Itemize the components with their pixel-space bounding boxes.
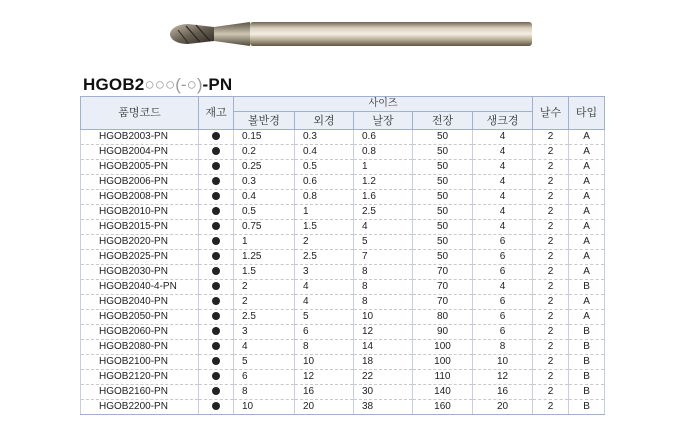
flutes-cell: 2: [533, 190, 569, 205]
table-row: [81, 220, 605, 235]
shank-diameter-cell: 6: [473, 310, 533, 325]
in-stock-dot-icon: [212, 312, 220, 320]
type-cell: A: [569, 145, 605, 160]
flute-length-cell: 7: [354, 250, 413, 265]
flute-length-cell: 1: [354, 160, 413, 175]
ball-radius-cell: 2: [234, 295, 295, 310]
flutes-cell: 2: [533, 220, 569, 235]
stock-indicator-cell: [199, 370, 234, 385]
flutes-cell: 2: [533, 400, 569, 415]
ball-radius-cell: 4: [234, 340, 295, 355]
shank-diameter-cell: 16: [473, 385, 533, 400]
overall-length-cell: 70: [413, 265, 473, 280]
ball-radius-cell: 0.25: [234, 160, 295, 175]
type-cell: B: [569, 385, 605, 400]
header-size-group: 사이즈: [234, 97, 533, 112]
flute-length-cell: 8: [354, 280, 413, 295]
flutes-cell: 2: [533, 205, 569, 220]
overall-length-cell: 50: [413, 235, 473, 250]
stock-indicator-cell: [199, 280, 234, 295]
table-row: [81, 235, 605, 250]
overall-length-cell: 50: [413, 145, 473, 160]
product-code-cell: HGOB2025-PN: [81, 250, 199, 265]
overall-length-cell: 50: [413, 220, 473, 235]
in-stock-dot-icon: [212, 132, 220, 140]
type-cell: A: [569, 160, 605, 175]
type-cell: A: [569, 130, 605, 145]
product-code-cell: HGOB2006-PN: [81, 175, 199, 190]
flutes-cell: 2: [533, 280, 569, 295]
in-stock-dot-icon: [212, 357, 220, 365]
ball-radius-cell: 6: [234, 370, 295, 385]
table-row: [81, 160, 605, 175]
product-code-cell: HGOB2004-PN: [81, 145, 199, 160]
overall-length-cell: 70: [413, 295, 473, 310]
stock-indicator-cell: [199, 175, 234, 190]
title-suffix: -PN: [202, 75, 233, 94]
type-cell: B: [569, 370, 605, 385]
outer-diameter-cell: 0.5: [295, 160, 354, 175]
type-cell: A: [569, 205, 605, 220]
type-cell: B: [569, 355, 605, 370]
outer-diameter-cell: 8: [295, 340, 354, 355]
table-row: [81, 205, 605, 220]
shank-diameter-cell: 6: [473, 265, 533, 280]
ball-radius-cell: 2.5: [234, 310, 295, 325]
shank-diameter-cell: 4: [473, 205, 533, 220]
title-main: HGOB2: [83, 75, 145, 94]
in-stock-dot-icon: [212, 387, 220, 395]
overall-length-cell: 70: [413, 280, 473, 295]
in-stock-dot-icon: [212, 267, 220, 275]
flute-length-cell: 5: [354, 235, 413, 250]
ball-radius-cell: 10: [234, 400, 295, 415]
table-row: [81, 355, 605, 370]
flute-length-cell: 18: [354, 355, 413, 370]
in-stock-dot-icon: [212, 402, 220, 410]
flutes-cell: 2: [533, 250, 569, 265]
ball-radius-cell: 0.3: [234, 175, 295, 190]
product-code-cell: HGOB2100-PN: [81, 355, 199, 370]
in-stock-dot-icon: [212, 297, 220, 305]
header-shank-diameter: 생크경: [473, 112, 533, 130]
type-cell: A: [569, 250, 605, 265]
shank-diameter-cell: 4: [473, 175, 533, 190]
stock-indicator-cell: [199, 325, 234, 340]
spec-table-body: [81, 130, 605, 415]
ball-radius-cell: 0.75: [234, 220, 295, 235]
stock-indicator-cell: [199, 145, 234, 160]
type-cell: A: [569, 265, 605, 280]
flute-length-cell: 1.6: [354, 190, 413, 205]
type-cell: A: [569, 190, 605, 205]
overall-length-cell: 100: [413, 355, 473, 370]
table-row: [81, 190, 605, 205]
in-stock-dot-icon: [212, 147, 220, 155]
overall-length-cell: 50: [413, 160, 473, 175]
stock-indicator-cell: [199, 250, 234, 265]
type-cell: A: [569, 175, 605, 190]
flutes-cell: 2: [533, 295, 569, 310]
in-stock-dot-icon: [212, 252, 220, 260]
overall-length-cell: 80: [413, 310, 473, 325]
table-row: [81, 400, 605, 415]
flute-length-cell: 38: [354, 400, 413, 415]
table-row: [81, 340, 605, 355]
product-code-cell: HGOB2005-PN: [81, 160, 199, 175]
flute-length-cell: 14: [354, 340, 413, 355]
ball-radius-cell: 0.2: [234, 145, 295, 160]
type-cell: B: [569, 340, 605, 355]
flute-length-cell: 0.6: [354, 130, 413, 145]
flute-length-cell: 8: [354, 295, 413, 310]
product-code-cell: HGOB2040-PN: [81, 295, 199, 310]
outer-diameter-cell: 20: [295, 400, 354, 415]
table-row: [81, 250, 605, 265]
ball-radius-cell: 3: [234, 325, 295, 340]
stock-indicator-cell: [199, 160, 234, 175]
product-code-cell: HGOB2010-PN: [81, 205, 199, 220]
outer-diameter-cell: 16: [295, 385, 354, 400]
ball-radius-cell: 0.15: [234, 130, 295, 145]
flute-length-cell: 12: [354, 325, 413, 340]
type-cell: B: [569, 325, 605, 340]
outer-diameter-cell: 0.8: [295, 190, 354, 205]
flutes-cell: 2: [533, 370, 569, 385]
shank-diameter-cell: 10: [473, 355, 533, 370]
stock-indicator-cell: [199, 295, 234, 310]
flutes-cell: 2: [533, 265, 569, 280]
stock-indicator-cell: [199, 220, 234, 235]
type-cell: B: [569, 400, 605, 415]
flutes-cell: 2: [533, 385, 569, 400]
header-overall-length: 전장: [413, 112, 473, 130]
table-row: [81, 295, 605, 310]
flute-length-cell: 30: [354, 385, 413, 400]
header-flute-length: 날장: [354, 112, 413, 130]
flute-length-cell: 1.2: [354, 175, 413, 190]
stock-indicator-cell: [199, 235, 234, 250]
flutes-cell: 2: [533, 130, 569, 145]
in-stock-dot-icon: [212, 237, 220, 245]
overall-length-cell: 90: [413, 325, 473, 340]
overall-length-cell: 50: [413, 250, 473, 265]
shank-diameter-cell: 8: [473, 340, 533, 355]
spec-table: [80, 96, 605, 415]
shank-diameter-cell: 4: [473, 160, 533, 175]
stock-indicator-cell: [199, 400, 234, 415]
flute-length-cell: 4: [354, 220, 413, 235]
ball-radius-cell: 0.4: [234, 190, 295, 205]
shank-diameter-cell: 20: [473, 400, 533, 415]
overall-length-cell: 100: [413, 340, 473, 355]
product-series-title: [83, 75, 232, 95]
flutes-cell: 2: [533, 355, 569, 370]
tool-neck: [214, 22, 250, 46]
in-stock-dot-icon: [212, 222, 220, 230]
product-code-cell: HGOB2050-PN: [81, 310, 199, 325]
tool-ball-head: [170, 24, 214, 44]
flute-length-cell: 10: [354, 310, 413, 325]
header-ball-radius: 볼반경: [234, 112, 295, 130]
stock-indicator-cell: [199, 190, 234, 205]
outer-diameter-cell: 12: [295, 370, 354, 385]
flute-length-cell: 22: [354, 370, 413, 385]
header-stock: 재고: [199, 97, 234, 130]
outer-diameter-cell: 0.4: [295, 145, 354, 160]
in-stock-dot-icon: [212, 342, 220, 350]
outer-diameter-cell: 2.5: [295, 250, 354, 265]
header-product-code: 품명코드: [81, 97, 199, 130]
ball-radius-cell: 5: [234, 355, 295, 370]
in-stock-dot-icon: [212, 327, 220, 335]
stock-indicator-cell: [199, 265, 234, 280]
outer-diameter-cell: 4: [295, 295, 354, 310]
table-row: [81, 175, 605, 190]
stock-indicator-cell: [199, 355, 234, 370]
shank-diameter-cell: 4: [473, 130, 533, 145]
flute-length-cell: 8: [354, 265, 413, 280]
overall-length-cell: 50: [413, 190, 473, 205]
header-type: 타입: [569, 97, 605, 130]
in-stock-dot-icon: [212, 177, 220, 185]
table-row: [81, 325, 605, 340]
ball-radius-cell: 1.5: [234, 265, 295, 280]
tool-shank: [250, 22, 532, 46]
ball-radius-cell: 8: [234, 385, 295, 400]
overall-length-cell: 110: [413, 370, 473, 385]
title-placeholder: ○○○(-○): [144, 75, 203, 94]
in-stock-dot-icon: [212, 282, 220, 290]
table-row: [81, 145, 605, 160]
shank-diameter-cell: 4: [473, 190, 533, 205]
table-row: [81, 265, 605, 280]
shank-diameter-cell: 6: [473, 325, 533, 340]
in-stock-dot-icon: [212, 192, 220, 200]
in-stock-dot-icon: [212, 372, 220, 380]
product-code-cell: HGOB2030-PN: [81, 265, 199, 280]
shank-diameter-cell: 6: [473, 235, 533, 250]
type-cell: A: [569, 295, 605, 310]
flute-length-cell: 2.5: [354, 205, 413, 220]
type-cell: A: [569, 220, 605, 235]
type-cell: A: [569, 310, 605, 325]
ball-radius-cell: 0.5: [234, 205, 295, 220]
stock-indicator-cell: [199, 130, 234, 145]
outer-diameter-cell: 0.6: [295, 175, 354, 190]
product-code-cell: HGOB2040-4-PN: [81, 280, 199, 295]
in-stock-dot-icon: [212, 162, 220, 170]
outer-diameter-cell: 4: [295, 280, 354, 295]
product-code-cell: HGOB2120-PN: [81, 370, 199, 385]
stock-indicator-cell: [199, 205, 234, 220]
flutes-cell: 2: [533, 175, 569, 190]
shank-diameter-cell: 4: [473, 145, 533, 160]
table-row: [81, 130, 605, 145]
ball-radius-cell: 1: [234, 235, 295, 250]
overall-length-cell: 50: [413, 205, 473, 220]
ball-radius-cell: 2: [234, 280, 295, 295]
shank-diameter-cell: 6: [473, 295, 533, 310]
stock-indicator-cell: [199, 340, 234, 355]
shank-diameter-cell: 6: [473, 250, 533, 265]
type-cell: B: [569, 280, 605, 295]
product-code-cell: HGOB2003-PN: [81, 130, 199, 145]
outer-diameter-cell: 0.3: [295, 130, 354, 145]
stock-indicator-cell: [199, 385, 234, 400]
product-code-cell: HGOB2160-PN: [81, 385, 199, 400]
product-code-cell: HGOB2020-PN: [81, 235, 199, 250]
product-code-cell: HGOB2008-PN: [81, 190, 199, 205]
ball-radius-cell: 1.25: [234, 250, 295, 265]
flutes-cell: 2: [533, 325, 569, 340]
flutes-cell: 2: [533, 145, 569, 160]
flutes-cell: 2: [533, 235, 569, 250]
flutes-cell: 2: [533, 340, 569, 355]
outer-diameter-cell: 6: [295, 325, 354, 340]
product-code-cell: HGOB2060-PN: [81, 325, 199, 340]
header-outer-diameter: 외경: [295, 112, 354, 130]
table-row: [81, 370, 605, 385]
flute-length-cell: 0.8: [354, 145, 413, 160]
outer-diameter-cell: 3: [295, 265, 354, 280]
outer-diameter-cell: 2: [295, 235, 354, 250]
product-code-cell: HGOB2200-PN: [81, 400, 199, 415]
overall-length-cell: 50: [413, 175, 473, 190]
product-code-cell: HGOB2080-PN: [81, 340, 199, 355]
table-row: [81, 310, 605, 325]
stock-indicator-cell: [199, 310, 234, 325]
shank-diameter-cell: 4: [473, 220, 533, 235]
outer-diameter-cell: 1.5: [295, 220, 354, 235]
outer-diameter-cell: 5: [295, 310, 354, 325]
shank-diameter-cell: 4: [473, 280, 533, 295]
product-code-cell: HGOB2015-PN: [81, 220, 199, 235]
header-flutes: 날수: [533, 97, 569, 130]
shank-diameter-cell: 12: [473, 370, 533, 385]
type-cell: A: [569, 235, 605, 250]
overall-length-cell: 140: [413, 385, 473, 400]
outer-diameter-cell: 1: [295, 205, 354, 220]
flutes-cell: 2: [533, 160, 569, 175]
overall-length-cell: 160: [413, 400, 473, 415]
flutes-cell: 2: [533, 310, 569, 325]
table-row: [81, 385, 605, 400]
outer-diameter-cell: 10: [295, 355, 354, 370]
table-row: [81, 280, 605, 295]
in-stock-dot-icon: [212, 207, 220, 215]
overall-length-cell: 50: [413, 130, 473, 145]
end-mill-product-image: [0, 0, 683, 70]
